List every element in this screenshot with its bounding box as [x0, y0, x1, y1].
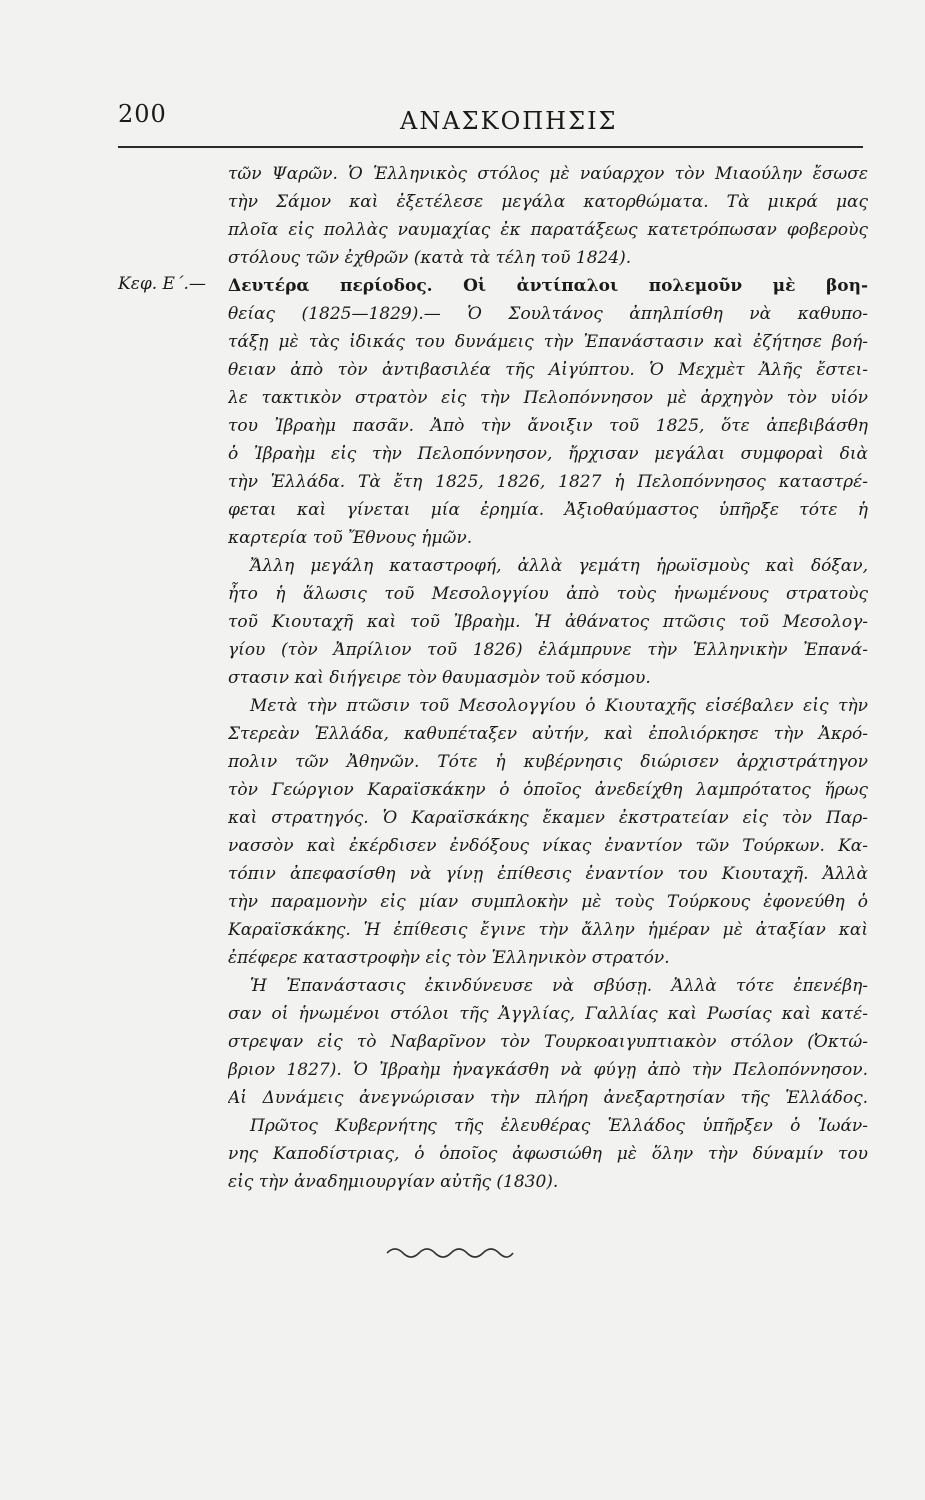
margin-note: Κεφ. Ε΄.—: [118, 274, 206, 294]
header-rule: [118, 146, 863, 148]
text-line: θείας (1825—1829).— Ὁ Σουλτάνος ἀπηλπίσθη νὰ καθυπο-: [228, 304, 868, 324]
text-line: πολιν τῶν Ἀθηνῶν. Τότε ἡ κυβέρνησις διώρισεν ἀρχιστράτηγον: [228, 752, 868, 772]
text-line: τὴν Σάμον καὶ ἐξετέλεσε μεγάλα κατορθώματα. Τὰ μικρά μας: [228, 192, 868, 212]
text-line: Μετὰ τὴν πτῶσιν τοῦ Μεσολογγίου ὁ Κιουταχῆς εἰσέβαλεν εἰς τὴν: [250, 696, 868, 716]
text-line: τοῦ Κιουταχῆ καὶ τοῦ Ἰβραὴμ. Ἡ ἀθάνατος πτῶσις τοῦ Μεσολογ-: [228, 612, 868, 632]
text-line: στόλους τῶν ἐχθρῶν (κατὰ τὰ τέλη τοῦ 1824).: [228, 248, 632, 268]
text-line: Καραϊσκάκης. Ἡ ἐπίθεσις ἔγινε τὴν ἄλλην ἡμέραν μὲ ἀταξίαν καὶ: [228, 920, 868, 940]
text-line: Ἄλλη μεγάλη καταστροφή, ἀλλὰ γεμάτη ἡρωϊσμοὺς καὶ δόξαν,: [250, 556, 868, 576]
text-line: στασιν καὶ διήγειρε τὸν θαυμασμὸν τοῦ κόσμου.: [228, 668, 651, 688]
text-line: σαν οἱ ἡνωμένοι στόλοι τῆς Ἀγγλίας, Γαλλίας καὶ Ρωσίας καὶ κατέ-: [228, 1004, 868, 1024]
text-line: γίου (τὸν Ἀπρίλιον τοῦ 1826) ἐλάμπρυνε τὴν Ἑλληνικὴν Ἐπανά-: [228, 640, 868, 660]
text-line: Πρῶτος Κυβερνήτης τῆς ἐλευθέρας Ἑλλάδος ὑπῆρξεν ὁ Ἰωάν-: [250, 1116, 868, 1136]
text-line: φεται καὶ γίνεται μία ἐρημία. Ἀξιοθαύμαστος ὑπῆρξε τότε ἡ: [228, 500, 868, 520]
text-line: βριον 1827). Ὁ Ἰβραὴμ ἠναγκάσθη νὰ φύγῃ ἀπὸ τὴν Πελοπόννησον.: [228, 1060, 868, 1080]
text-line: Στερεὰν Ἑλλάδα, καθυπέταξεν αὐτήν, καὶ ἐπολιόρκησε τὴν Ἀκρό-: [228, 724, 868, 744]
end-ornament: [385, 1245, 515, 1261]
text-line: του Ἰβραὴμ πασᾶν. Ἀπὸ τὴν ἄνοιξιν τοῦ 1825, ὅτε ἀπεβιβάσθη: [228, 416, 868, 436]
text-line: ἐπέφερε καταστροφὴν εἰς τὸν Ἑλληνικὸν στρατόν.: [228, 948, 670, 968]
text-line: καὶ στρατηγός. Ὁ Καραϊσκάκης ἔκαμεν ἐκστρατείαν εἰς τὸν Παρ-: [228, 808, 868, 828]
page-number: 200: [118, 100, 167, 128]
running-title: ΑΝΑΣΚΟΠΗΣΙΣ: [400, 107, 618, 135]
text-line: τὴν παραμονὴν εἰς μίαν συμπλοκὴν μὲ τοὺς Τούρκους ἐφονεύθη ὁ: [228, 892, 868, 912]
text-line: Αἱ Δυνάμεις ἀνεγνώρισαν τὴν πλήρη ἀνεξαρτησίαν τῆς Ἑλλάδος.: [228, 1088, 868, 1108]
section-heading-line: Δευτέρα περίοδος. Οἱ ἀντίπαλοι πολεμοῦν μὲ βοη-: [228, 276, 868, 296]
text-line: Ἡ Ἐπανάστασις ἐκινδύνευσε νὰ σβύσῃ. Ἀλλὰ τότε ἐπενέβη-: [250, 976, 868, 996]
text-line: στρεψαν εἰς τὸ Ναβαρῖνον τὸν Τουρκοαιγυπτιακὸν στόλον (Ὀκτώ-: [228, 1032, 868, 1052]
text-line: νης Καποδίστριας, ὁ ὁποῖος ἀφωσιώθη μὲ ὅλην τὴν δύναμίν του: [228, 1144, 868, 1164]
text-line: εἰς τὴν ἀναδημιουργίαν αὐτῆς (1830).: [228, 1172, 559, 1192]
text-line: ὁ Ἰβραὴμ εἰς τὴν Πελοπόννησον, ἤρχισαν μεγάλαι συμφοραὶ διὰ: [228, 444, 868, 464]
text-line: λε τακτικὸν στρατὸν εἰς τὴν Πελοπόννησον μὲ ἀρχηγὸν τὸν υἱόν: [228, 388, 868, 408]
text-line: τόπιν ἀπεφασίσθη νὰ γίνῃ ἐπίθεσις ἐναντίον του Κιουταχῆ. Ἀλλὰ: [228, 864, 868, 884]
body-text: [228, 160, 868, 1196]
text-line: πλοῖα εἰς πολλὰς ναυμαχίας ἐκ παρατάξεως κατετρόπωσαν φοβεροὺς: [228, 220, 868, 240]
text-line: θειαν ἀπὸ τὸν ἀντιβασιλέα τῆς Αἰγύπτου. Ὁ Μεχμὲτ Ἀλῆς ἔστει-: [228, 360, 868, 380]
text-line: τὸν Γεώργιον Καραϊσκάκην ὁ ὁποῖος ἀνεδείχθη λαμπρότατος ἥρως: [228, 780, 868, 800]
text-line: τάξῃ μὲ τὰς ἰδικάς του δυνάμεις τὴν Ἐπανάστασιν καὶ ἐζήτησε βοή-: [228, 332, 868, 352]
text-line: νασσὸν καὶ ἐκέρδισεν ἐνδόξους νίκας ἐναντίον τῶν Τούρκων. Κα-: [228, 836, 868, 856]
text-line: ἦτο ἡ ἅλωσις τοῦ Μεσολογγίου ἀπὸ τοὺς ἡνωμένους στρατοὺς: [228, 584, 868, 604]
text-line: καρτερία τοῦ Ἔθνους ἡμῶν.: [228, 528, 473, 548]
text-line: τῶν Ψαρῶν. Ὁ Ἑλληνικὸς στόλος μὲ ναύαρχον τὸν Μιαούλην ἔσωσε: [228, 164, 868, 184]
text-line: τὴν Ἑλλάδα. Τὰ ἔτη 1825, 1826, 1827 ἡ Πελοπόννησος καταστρέ-: [228, 472, 868, 492]
